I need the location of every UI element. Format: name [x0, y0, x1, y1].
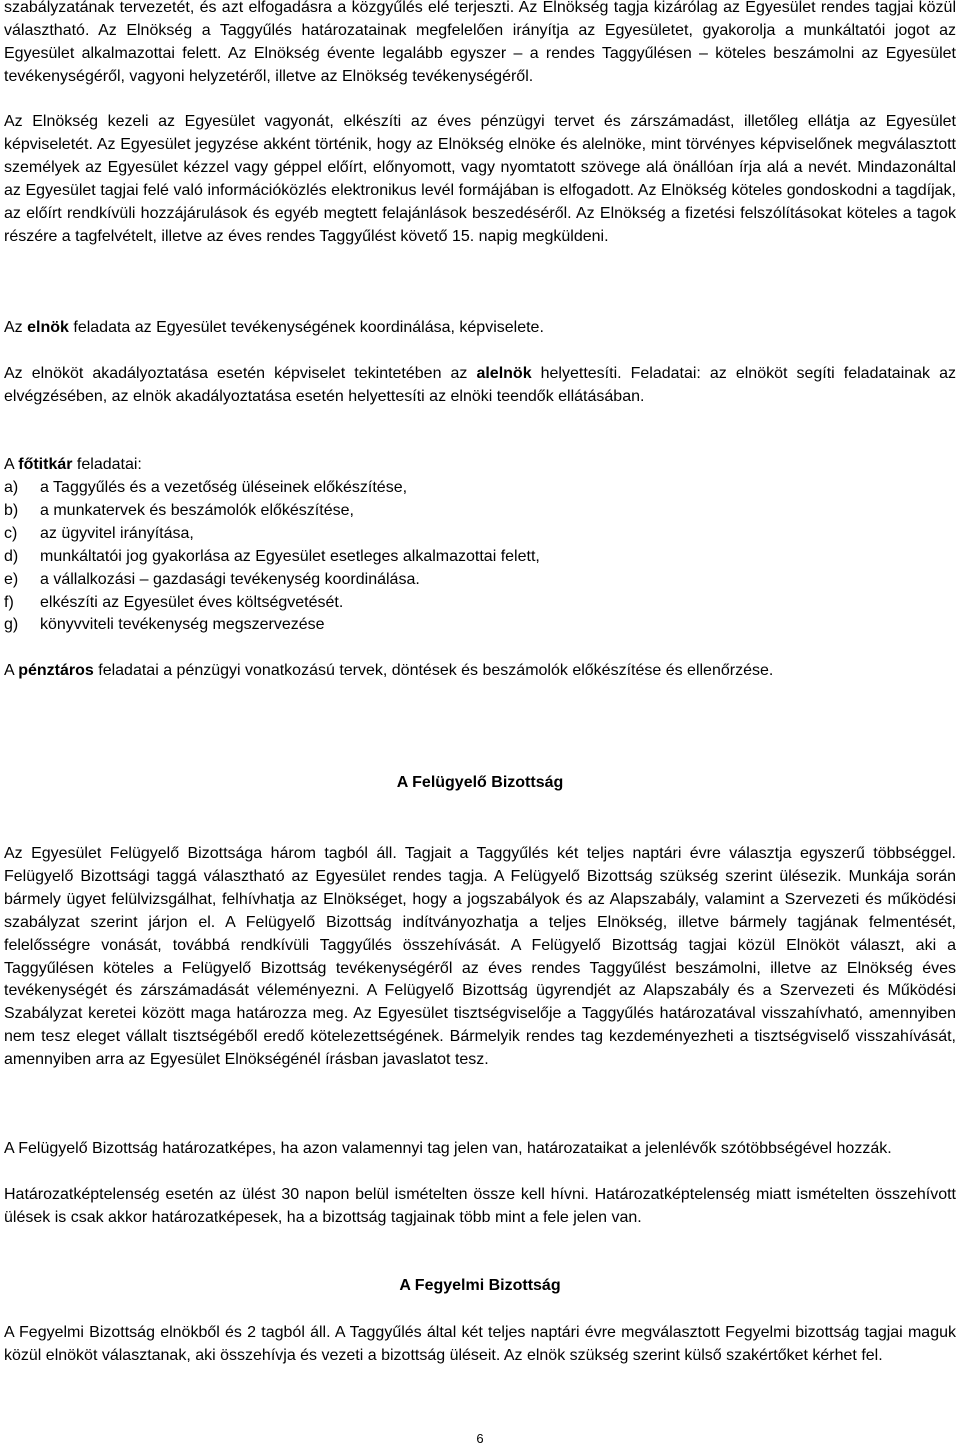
fotitkar-duties-list: [4, 477, 904, 637]
felugyelo-paragraph-1: Az Egyesület Felügyelő Bizottsága három tagból áll. Tagjait a Taggyűlés két teljes naptári évre választja egyszerű többséggel. Felügyelő Bizottsági taggá választható az Egyesület rendes tagja. A Felügyelő Bizottság szükség szerint ülésezik. Munkája során bármely ügyet felülvizsgálhat, felhívhatja az Elnökséget, hogy a jogszabályok és az Alapszabály, valamint a Szervezeti és működési szabályzat szerint járjon el. A Felügyelő Bizottság indítványozhatja a teljes Elnökség, illetve bármely tagjának felmentését, felelősségre vonását, továbbá rendkívüli Taggyűlés összehívását. A Felügyelő Bizottság tagjai közül Elnököt választ, aki a Taggyűlésen köteles a Felügyelő Bizottság tevékenységéről az éves rendes Taggyűlést beszámolni, illetve az Elnökség éves tevékenységét és zárszámadását véleményezni. A Felügyelő Bizottság ügyrendjét az Alapszabály és a Szervezeti és Működési Szabályzat keretei között maga határozza meg. Az Egyesület tisztségviselője a Taggyűlés határozatával visszahívható, amennyiben nem tesz eleget vállalt tisztségéből eredő kötelezettségének. Bármelyik rendes tag kezdeményezheti a tisztségviselő visszahívását, amennyiben arra az Egyesület Elnökségénél írásban javaslatot tesz.: [4, 845, 956, 1069]
alelnok-term: alelnök: [476, 365, 532, 382]
felugyelo-heading: A Felügyelő Bizottság: [396, 774, 564, 791]
elnok-text-pre: Az: [4, 319, 28, 336]
elnok-term: elnök: [27, 319, 69, 336]
duty-item: [4, 500, 904, 523]
duty-item: [4, 569, 904, 592]
duty-item-text: a Taggyűlés és a vezetőség üléseinek előkészítése,: [40, 479, 408, 496]
duty-item-letter: b): [4, 501, 19, 519]
duty-item-text: az ügyvitel irányítása,: [40, 524, 194, 542]
duty-item-letter: a): [4, 479, 19, 496]
alelnok-text-post: helyettesíti. Feladatai: az elnököt segíti feladatainak az elvégzésében, az elnök akadályoztatása esetén helyettesíti az elnöki teendők ellátásában.: [4, 365, 957, 405]
duty-item-text: a munkatervek és beszámolók előkészítése,: [40, 501, 354, 519]
duty-item-letter: c): [4, 524, 18, 542]
duty-item: [4, 477, 904, 500]
fotitkar-intro: [4, 454, 956, 477]
duty-item-text: könyvviteli tevékenység megszervezése: [40, 616, 325, 634]
duty-item: [4, 523, 904, 546]
duty-item-letter: g): [4, 616, 19, 634]
elnokseg-paragraph-2: Az Elnökség kezeli az Egyesület vagyonát, elkészíti az éves pénzügyi tervet és zárszámadást, illetőleg ellátja az Egyesület képviseletét. Az Egyesület jegyzése akként történik, hogy az Elnökség elnöke és alelnöke, mint törvényes képviselőnek megválasztott személyek az Egyesület kézzel vagy géppel előírt, előnyomott, vagy nyomtatott szövege alá önállóan írja alá a nevét. Mindazonáltal az Egyesület tagjai felé való információközlés elektronikus levél formájában is elfogadott. Az Elnökség köteles gondoskodni a tagdíjak, az előírt rendkívüli hozzájárulások és egyéb megtett felajánlások beszedéséről. Az Elnökség a fizetési felszólításokat köteles a tagok részére a tagfelvételt, illetve az éves rendes Taggyűlést követő 15. napig megküldeni.: [4, 113, 956, 245]
elnok-text-post: feladata az Egyesület tevékenységének koordinálása, képviselete.: [68, 319, 544, 336]
duty-item: [4, 546, 904, 569]
fegyelmi-paragraph: A Fegyelmi Bizottság elnökből és 2 tagból áll. A Taggyűlés által két teljes naptári évre megválasztott Fegyelmi bizottság tagjai maguk közül elnököt választanak, aki összehívja és vezeti a bizottság üléseit. Az elnök szükség szerint külső szakértőket kérhet fel.: [4, 1324, 956, 1364]
fegyelmi-heading: A Fegyelmi Bizottság: [399, 1277, 561, 1294]
duty-item-text: elkészíti az Egyesület éves költségvetését.: [40, 593, 344, 611]
fotitkar-text-post: feladatai:: [72, 456, 142, 473]
duty-item-letter: e): [4, 570, 19, 588]
felugyelo-paragraph-2: A Felügyelő Bizottság határozatképes, ha azon valamennyi tag jelen van, határozataikat a jelenlévők szótöbbségével hozzák.: [4, 1140, 892, 1157]
elnok-paragraph: [4, 317, 956, 340]
felugyelo-paragraph-3: Határozatképtelenség esetén az ülést 30 napon belül ismételten össze kell hívni. Határozatképtelenség miatt ismételten összehívott ülések is csak akkor határozatképesek, ha a bizottság tagjainak több mint a fele jelen van.: [4, 1186, 956, 1226]
page-number: 6: [476, 1431, 484, 1446]
duty-item: [4, 614, 904, 637]
fotitkar-term: főtitkár: [18, 456, 73, 473]
elnokseg-paragraph-1: szabályzatának tervezetét, és azt elfogadásra a közgyűlés elé terjeszti. Az Elnökség tagja kizárólag az Egyesület rendes tagjai közül választható. Az Elnökség a Taggyűlés határozatainak megfelelően irányítja az Egyesületet, gyakorolja a munkáltatói jogot az Egyesület alkalmazottai felett. Az Elnökség évente legalább egyszer – a rendes Taggyűlésen – köteles beszámolni az Egyesület tevékenységéről, vagyoni helyzetéről, illetve az Elnökség tevékenységéről.: [4, 0, 956, 85]
penztaros-paragraph: [4, 660, 956, 683]
fotitkar-text-pre: A: [4, 456, 19, 473]
alelnok-paragraph: [4, 363, 956, 409]
penztaros-text-pre: A: [4, 662, 19, 679]
duty-item-letter: d): [4, 547, 19, 565]
duty-item: [4, 592, 904, 615]
penztaros-text-post: feladatai a pénzügyi vonatkozású tervek, döntések és beszámolók előkészítése és ellenőrzése.: [93, 662, 774, 679]
duty-item-text: a vállalkozási – gazdasági tevékenység koordinálása.: [40, 570, 420, 588]
penztaros-term: pénztáros: [18, 662, 94, 679]
duty-item-text: munkáltatói jog gyakorlása az Egyesület esetleges alkalmazottai felett,: [40, 547, 540, 565]
duty-item-letter: f): [4, 593, 14, 611]
alelnok-text-pre: Az elnököt akadályoztatása esetén képviselet tekintetében az: [4, 365, 477, 382]
